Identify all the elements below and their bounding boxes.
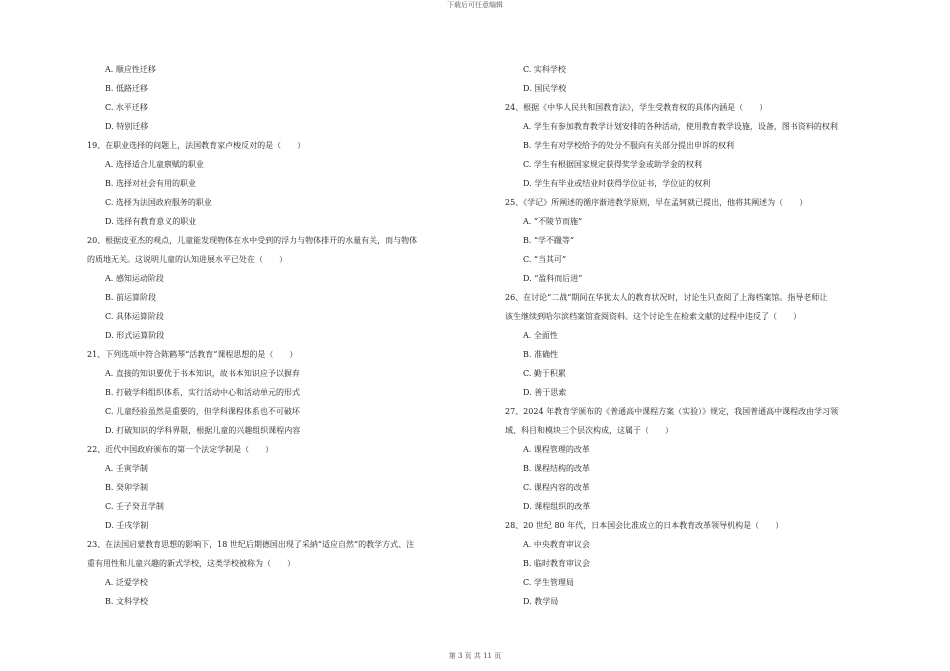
question-stem-continued: 域、科目和模块三个层次构成，这属于（ ）: [505, 426, 673, 435]
answer-option: A. 泛爱学校: [105, 578, 148, 587]
question-stem: 20、根据皮亚杰的观点，儿童能发现物体在水中受到的浮力与物体排开的水量有关，而与物体: [87, 236, 418, 245]
answer-option: D. 形式运算阶段: [105, 331, 165, 340]
answer-option: A. 课程管理的改革: [523, 445, 590, 454]
answer-option: D. 课程组织的改革: [523, 502, 591, 511]
answer-option: B. 打破学科组织体系，实行活动中心和活动单元的形式: [105, 388, 300, 397]
answer-option: B. 前运算阶段: [105, 293, 156, 302]
page-header: 下载后可任意编辑: [447, 1, 503, 9]
answer-option: C. 选择为法国政府服务的职业: [105, 198, 212, 207]
question-stem: 25、《学记》所阐述的循序渐进教学原则，早在孟轲就已提出，他将其阐述为（ ）: [505, 198, 808, 207]
answer-option: A. 全面性: [523, 331, 558, 340]
answer-option: C. 实科学校: [523, 65, 566, 74]
answer-option: A. 感知运动阶段: [105, 274, 164, 283]
answer-option: D. 学生有毕业或结业时获得学位证书，学位证的权利: [523, 179, 711, 188]
answer-option: A. 中央教育审议会: [523, 540, 590, 549]
question-stem: 26、在讨论“二战”期间在华犹太人的教育状况时，讨论生只查阅了上海档案馆。指导老师让: [505, 293, 828, 302]
answer-option: A. 学生有参加教育教学计划安排的各种活动，使用教育教学设施，设备，图书资料的权利: [523, 122, 838, 131]
left-column: [87, 60, 479, 611]
answer-option: C. 学生管理局: [523, 578, 574, 587]
page-footer: 第 3 页 共 11 页: [448, 652, 502, 660]
answer-option: D. 壬戌学制: [105, 521, 149, 530]
answer-option: C. 课程内容的改革: [523, 483, 590, 492]
answer-option: B. 癸卯学制: [105, 483, 148, 492]
answer-option: C. 学生有根据国家规定获得奖学金或助学金的权利: [523, 160, 702, 169]
answer-option: A. 选择适合儿童禀赋的职业: [105, 160, 204, 169]
question-stem-continued: 重有用性和儿童兴趣的新式学校，这类学校被称为（ ）: [87, 559, 295, 568]
answer-option: A. “不陵节而施”: [523, 217, 583, 226]
answer-option: C. 勤于积累: [523, 369, 566, 378]
answer-option: C. “当其可”: [523, 255, 567, 264]
answer-option: B. 课程结构的改革: [523, 464, 590, 473]
question-stem: 27、2024 年教育学颁布的《普通高中课程方案（实验）》规定，我国普通高中课程改由学习领: [505, 407, 839, 416]
answer-option: B. 文科学校: [105, 597, 148, 606]
answer-option: C. 具体运算阶段: [105, 312, 164, 321]
answer-option: D. 善于思索: [523, 388, 567, 397]
answer-option: D. “盈科而后进”: [523, 274, 583, 283]
answer-option: D. 选择有教育意义的职业: [105, 217, 197, 226]
question-stem: 28、20 世纪 80 年代，日本国会比准成立的日本教育改革领导机构是（ ）: [505, 521, 784, 530]
question-stem: 19、在职业选择的问题上，法国教育家卢梭反对的是（ ）: [87, 141, 306, 150]
answer-option: A. 顺应性迁移: [105, 65, 156, 74]
answer-option: B. 低路迁移: [105, 84, 148, 93]
answer-option: D. 打破知识的学科界限，根据儿童的兴趣组织课程内容: [105, 426, 301, 435]
question-stem-continued: 该生继续到哈尔滨档案馆查阅资料。这个讨论生在检索文献的过程中违反了（ ）: [505, 312, 801, 321]
answer-option: A. 直接的知识要优于书本知识，故书本知识应予以摒弃: [105, 369, 300, 378]
answer-option: D. 特别迁移: [105, 122, 149, 131]
answer-option: C. 水平迁移: [105, 103, 148, 112]
answer-option: A. 壬寅学制: [105, 464, 148, 473]
answer-option: B. 准确性: [523, 350, 558, 359]
answer-option: C. 壬子癸丑学制: [105, 502, 164, 511]
answer-option: B. 选择对社会有用的职业: [105, 179, 196, 188]
right-column: [505, 60, 897, 611]
answer-option: B. 临时教育审议会: [523, 559, 590, 568]
answer-option: B. 学生有对学校给予的处分不服向有关部分提出申诉的权利: [523, 141, 734, 150]
answer-option: D. 教学局: [523, 597, 559, 606]
answer-option: D. 国民学校: [523, 84, 567, 93]
answer-option: C. 儿童经验虽然是重要的，但学科课程体系也不可破坏: [105, 407, 300, 416]
question-stem: 22、近代中国政府颁布的第一个法定学制是（ ）: [87, 445, 274, 454]
question-stem: 23、在法国启蒙教育思想的影响下，18 世纪后期德国出现了采納“适应自然”的教学方式、注: [87, 540, 415, 549]
question-stem-continued: 的质地无关。这说明儿童的认知进展水平已处在（ ）: [87, 255, 287, 264]
question-stem: 24、根据《中华人民共和国教育法》，学生受教育权的具体内涵是（ ）: [505, 103, 768, 112]
answer-option: B. “学不躐等”: [523, 236, 575, 245]
question-stem: 21、下列选项中符合陈鹤琴“活教育”课程思想的是（ ）: [87, 350, 298, 359]
